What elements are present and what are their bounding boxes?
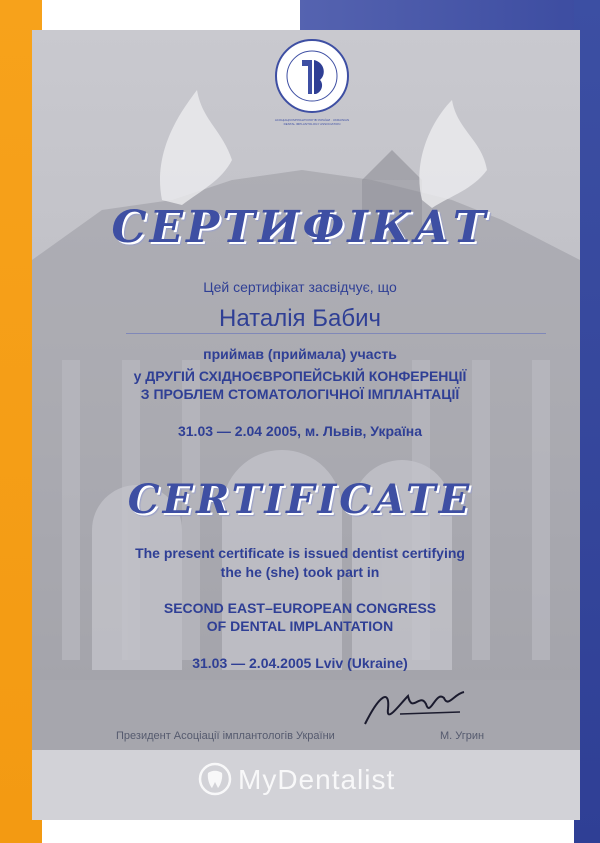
signature: [360, 684, 470, 734]
recipient-name: Наталія Бабич: [219, 305, 381, 332]
president-name: М. Угрин: [440, 730, 485, 742]
blue-top-strip: [300, 0, 600, 34]
date-place-en: 31.03 — 2.04.2005 Lviv (Ukraine): [192, 655, 408, 671]
date-place-ua: 31.03 — 2.04 2005, м. Львів, Україна: [177, 423, 423, 439]
watermark-text: MyDentalist: [238, 764, 396, 795]
association-logo: [272, 36, 352, 116]
certificate-title-ua: СЕРТИФІКАТ: [111, 202, 489, 253]
intro-ua: Цей сертифікат засвідчує, що: [203, 279, 397, 295]
event-en-line2: OF DENTAL IMPLANTATION: [206, 618, 394, 634]
event-en-line1: SECOND EAST–EUROPEAN CONGRESS: [163, 600, 437, 616]
intro-en-line2: the he (she) took part in: [220, 564, 380, 580]
event-ua-line1: у ДРУГІЙ СХІДНОЄВРОПЕЙСЬКІЙ КОНФЕРЕНЦІЇ: [133, 368, 467, 384]
participation-ua: приймав (приймала) участь: [203, 346, 397, 362]
event-ua-line2: З ПРОБЛЕМ СТОМАТОЛОГІЧНОЇ ІМПЛАНТАЦІЇ: [140, 386, 460, 402]
association-logo-ring-text: АСОЦІАЦІЯ ІМПЛАНТОЛОГІВ УКРАЇНИ · UKRAINIAN DENTAL IMPLANTOLOGY ASSOCIATION: [274, 118, 350, 126]
certificate-title-en: CERTIFICATE: [127, 476, 473, 523]
tooth-watermark-icon: [198, 762, 232, 796]
president-label: Президент Асоціації імплантологів України: [116, 730, 335, 742]
intro-en-line1: The present certificate is issued dentist certifying: [135, 545, 465, 561]
name-underline: [126, 333, 546, 334]
